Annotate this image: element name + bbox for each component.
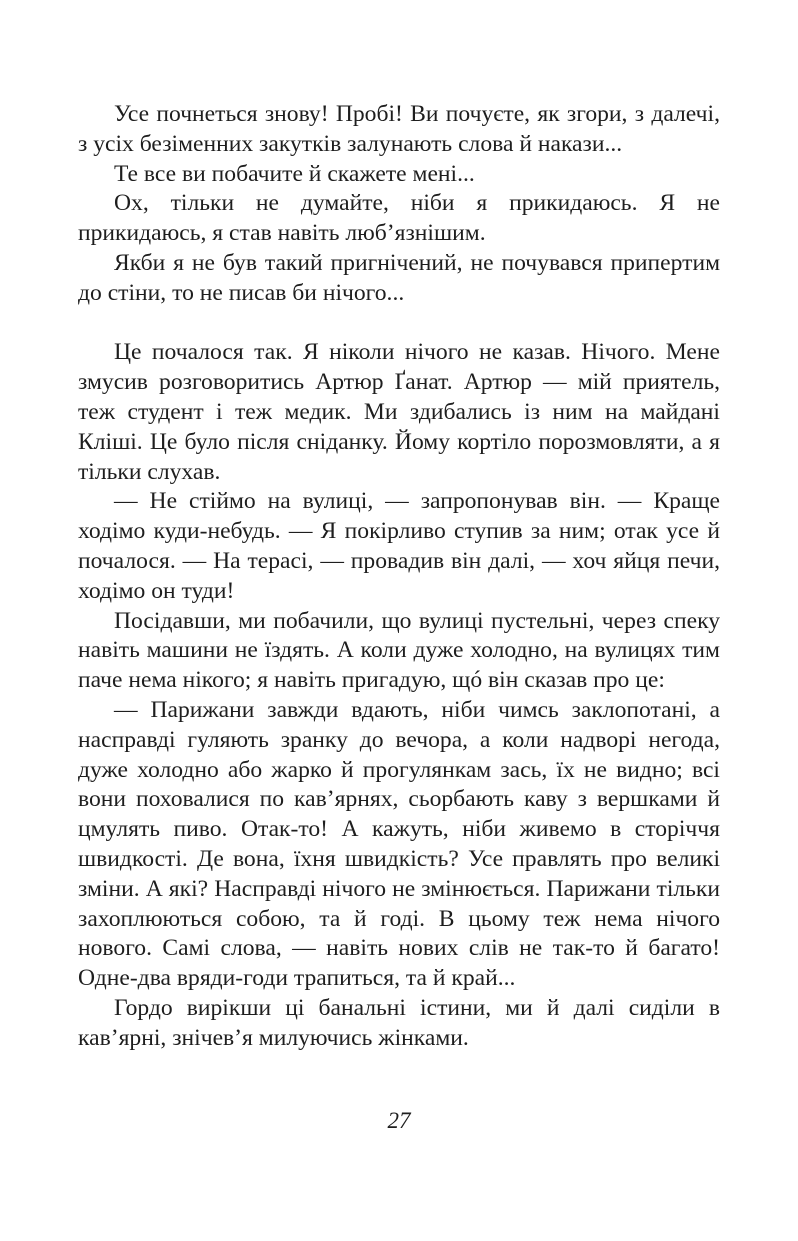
paragraph: — Парижани завжди вдають, ніби чимсь заклопотані, а насправді гуляють зранку до вечора, а коли надворі негода, дуже холодно або жарко й прогулянкам зась, їх не видно; всі вони поховалися по кав’ярнях, сьорбають каву з вершками й цмулять пиво. Отак-то! А кажуть, ніби живемо в сторіччя швидкості. Де вона, їхня швидкість? Усе правлять про великі зміни. А які? Насправді нічого не змінюється. Парижани тільки захоплюються собою, та й годі. В цьому теж нема нічого нового. Самі слова, — навіть нових слів не так-то й багато! Одне-два вряди-годи трапиться, та й край...: [78, 696, 720, 992]
paragraph: Якби я не був такий пригнічений, не почувався припертим до стіни, то не писав би нічого...: [78, 249, 720, 306]
paragraph: Усе почнеться знову! Пробі! Ви почуєте, як згори, з далечі, з усіх безіменних закутків залунають слова й накази...: [78, 101, 720, 157]
paragraph: Те все ви побачите й скажете мені...: [114, 160, 475, 187]
paragraph: Гордо вирікши ці банальні істини, ми й далі сиділи в кав’ярні, знічев’я милуючись жінками.: [78, 994, 720, 1051]
paragraph: Посідавши, ми побачили, що вулиці пустельні, через спеку навіть машини не їздять. А коли дуже холодно, на вулицях тим паче нема нікого; я навіть пригадую, щó він сказав про це:: [78, 607, 720, 694]
paragraph: Ох, тільки не думайте, ніби я прикидаюсь. Я не прикидаюсь, я став навіть люб’язнішим.: [78, 190, 720, 247]
paragraph: Це почалося так. Я ніколи нічого не казав. Нічого. Мене змусив розговоритись Артюр Ґанат. Артюр — мій приятель, теж студент і теж медик. Ми здибались із ним на майдані Кліші. Це було після сніданку. Йому кортіло порозмовляти, а я тільки слухав.: [78, 339, 720, 485]
paragraph: — Не стіймо на вулиці, — запропонував він. — Краще ходімо куди-небудь. — Я покірливо ступив за ним; отак усе й почалося. — На терасі, — провадив він далі, — хоч яйця печи, ходімо он туди!: [78, 488, 720, 604]
section-break: [78, 309, 720, 339]
page-number: 27: [387, 1108, 411, 1133]
page-body: [78, 100, 720, 1054]
